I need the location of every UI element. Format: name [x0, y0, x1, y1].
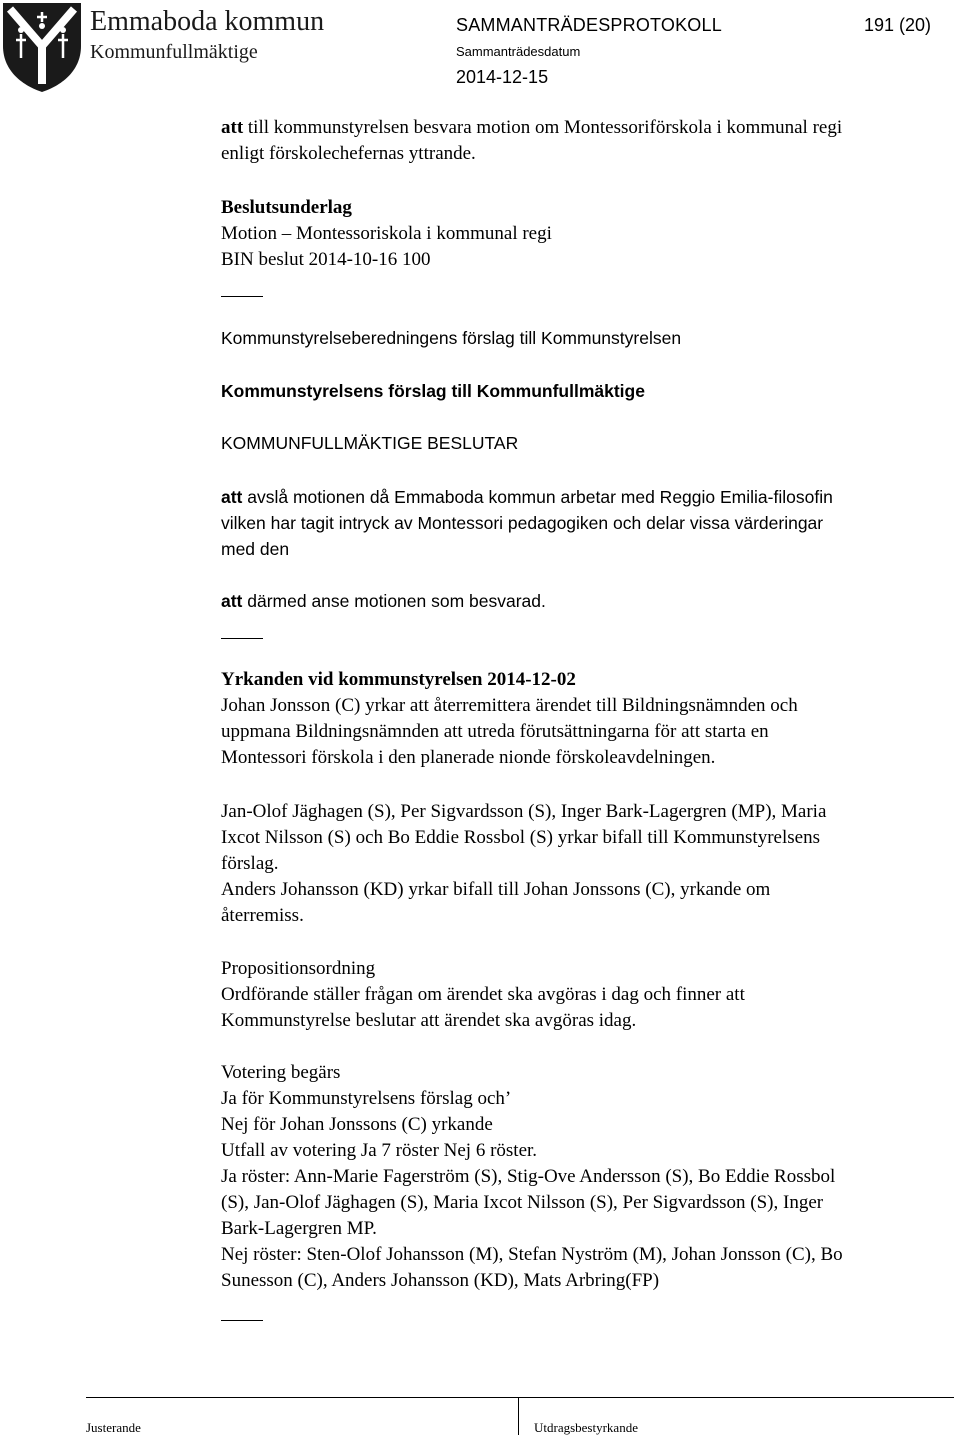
- protocol-title: SAMMANTRÄDESPROTOKOLL: [456, 15, 722, 35]
- divider: [221, 1320, 263, 1321]
- att-marker: att: [221, 117, 244, 138]
- utdragsbestyrkande-label: Utdragsbestyrkande: [534, 1420, 638, 1435]
- meeting-date-label: Sammanträdesdatum: [456, 44, 581, 59]
- section-heading: Votering begärs: [221, 1062, 341, 1083]
- section-heading: Propositionsordning: [221, 958, 376, 979]
- section-heading: Beslutsunderlag: [221, 197, 352, 218]
- att-marker: att: [221, 487, 243, 507]
- footer-separator: [518, 1397, 519, 1435]
- yrkanden-section: Yrkanden vid kommunstyrelsen 2014-12-02 Johan Jonsson (C) yrkar att återremittera ärendet till Bildningsnämnden och uppmana Bildningsnämnden att utreda förutsättningarna för att starta en Montessori förskola i den planerade nionde förskoleavdelningen.: [221, 667, 951, 771]
- yrkanden-paragraph-2: Jan-Olof Jäghagen (S), Per Sigvardsson (S), Inger Bark-Lagergren (MP), Maria Ixcot Nilsson (S) och Bo Eddie Rossbol (S) yrkar bifall till Kommunstyrelsens förslag. Anders Johansson (KD) yrkar bifall till Johan Jonssons (C), yrkande om återremiss.: [221, 801, 827, 926]
- footer-divider: [86, 1397, 954, 1398]
- council-name: Kommunfullmäktige: [90, 41, 258, 63]
- att-marker: att: [221, 591, 243, 611]
- divider: [221, 638, 263, 639]
- municipal-coat-of-arms-icon: [0, 0, 84, 94]
- decision-paragraph: att avslå motionen då Emmaboda kommun arbetar med Reggio Emilia-filosofin vilken har tagit intryck av Montessori pedagogiken och delar vissa värderingar med den: [221, 487, 833, 559]
- divider: [221, 296, 263, 297]
- votering-section: Votering begärs Ja för Kommunstyrelsens förslag och’ Nej för Johan Jonssons (C) yrkande Utfall av votering Ja 7 röster Nej 6 röster. Ja röster: Ann-Marie Fagerström (S), Stig-Ove Andersson (S), Bo Eddie Rossbol (S), Jan-Olof Jäghagen (S), Maria Ixcot Nilsson (S), Per Sigvardsson (S), Inger Bark-Lagergren MP. Nej röster: Sten-Olof Johansson (M), Stefan Nyström (M), Johan Jonsson (C), Bo Sunesson (C), Anders Johansson (KD), Mats Arbring(FP): [221, 1060, 951, 1294]
- decision-paragraph-2: att därmed anse motionen som besvarad.: [221, 591, 546, 611]
- section-heading: Yrkanden vid kommunstyrelsen 2014-12-02: [221, 669, 576, 690]
- municipality-name: Emmaboda kommun: [90, 6, 325, 37]
- page-number: 191 (20): [864, 15, 932, 35]
- ks-forslag-heading: Kommunstyrelsens förslag till Kommunfullmäktige: [221, 381, 645, 401]
- intro-paragraph: att till kommunstyrelsen besvara motion om Montessoriförskola i kommunal regi enligt förskolechefernas yttrande.: [221, 117, 843, 164]
- justerande-label: Justerande: [86, 1420, 141, 1435]
- list-item: Motion – Montessoriskola i kommunal regi: [221, 223, 552, 244]
- kf-beslutar-heading: KOMMUNFULLMÄKTIGE BESLUTAR: [221, 433, 519, 453]
- propositionsordning-section: Propositionsordning Ordförande ställer frågan om ärendet ska avgöras i dag och finner att Kommunstyrelse beslutar att ärendet ska avgöras idag.: [221, 956, 951, 1034]
- meeting-date: 2014-12-15: [456, 67, 549, 87]
- list-item: BIN beslut 2014-10-16 100: [221, 249, 431, 270]
- ksb-forslag-heading: Kommunstyrelseberedningens förslag till Kommunstyrelsen: [221, 328, 682, 348]
- beslutsunderlag-section: [221, 195, 951, 273]
